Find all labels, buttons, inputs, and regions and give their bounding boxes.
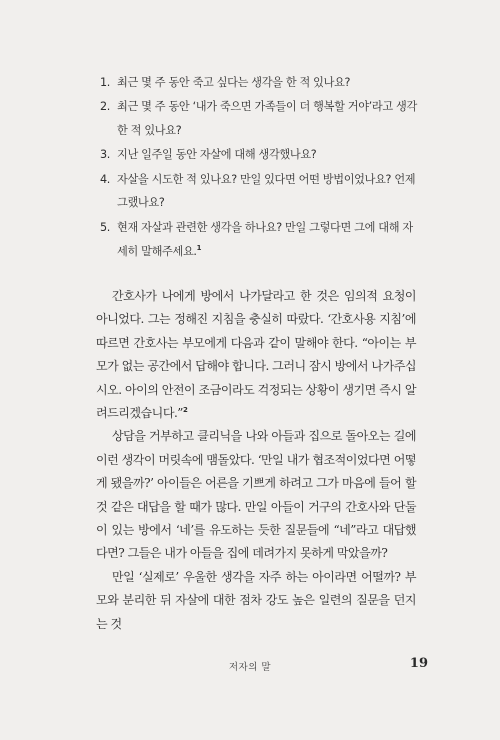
list-item-body: 현재 자살과 관련한 생각을 하나요? 만일 그렇다면 그에 대해 자세히 말해주세요. <box>117 220 413 258</box>
list-item-number: 3. <box>100 148 110 162</box>
list-item-text: 최근 몇 주 동안 죽고 싶다는 생각을 한 적 있나요? <box>117 76 351 89</box>
paragraph-text: 상담을 거부하고 클리닉을 나와 아들과 집으로 돌아오는 길에 이런 생각이 머릿속에 맴돌았다. ‘만일 내가 협조적이었다면 어떻게 됐을까?’ 아이들은 어른을 기쁘게 하려고 그가 마음에 들어 할 것 같은 대답을 할 때가 많다. 만일 아들이 거구의 간호사와 단둘이 있는 방에서 ‘네’를 유도하는 듯한 질문들에 “네”라고 대답했다면? 그들은 내가 아들을 집에 데려가지 못하게 막았을까? <box>96 429 416 561</box>
list-item-number: 4. <box>100 172 110 186</box>
list-item-text: 자살을 시도한 적 있나요? 만일 있다면 어떤 방법이었나요? 언제 그랬나요? <box>117 172 416 210</box>
list-item-number: 1. <box>100 76 110 89</box>
paragraph <box>96 285 416 425</box>
list-item-text: 지난 일주일 동안 자살에 대해 생각했나요? <box>117 148 317 162</box>
paragraph <box>96 425 416 565</box>
list-item <box>100 95 420 143</box>
question-list <box>100 71 420 264</box>
paragraph-text: 간호사가 나에게 방에서 나가달라고 한 것은 임의적 요청이 아니었다. 그는 정해진 지침을 충실히 따랐다. ‘간호사용 지침’에 따르면 간호사는 부모에게 다음과 같이 말해야 한다. “아이는 부모가 없는 공간에서 답해야 합니다. 그러니 잠시 방에서 나가주십시오. 아이의 안전이 조금이라도 걱정되는 상황이 생기면 즉시 알려드리겠습니다.” <box>96 289 416 421</box>
list-item <box>100 168 420 216</box>
body-text <box>96 285 416 636</box>
list-item-text <box>117 221 413 258</box>
list-item <box>100 216 420 264</box>
paragraph-text: 만일 ‘실제로’ 우울한 생각을 자주 하는 아이라면 어떨까? 부모와 분리한 뒤 자살에 대한 점차 강도 높은 일련의 질문을 던지는 것 <box>96 569 416 631</box>
list-item <box>100 71 420 95</box>
list-item-number: 5. <box>100 220 110 234</box>
footnote-marker: 2 <box>182 406 188 415</box>
page-number: 19 <box>409 656 428 671</box>
running-head: 저자의 말 <box>228 662 272 673</box>
footnote-marker: 1 <box>196 243 202 252</box>
list-item-text: 최근 몇 주 동안 ‘내가 죽으면 가족들이 더 행복할 거야’라고 생각한 적 있나요? <box>117 100 417 138</box>
list-item-number: 2. <box>100 100 110 114</box>
paragraph <box>96 566 416 636</box>
list-item <box>100 143 420 167</box>
